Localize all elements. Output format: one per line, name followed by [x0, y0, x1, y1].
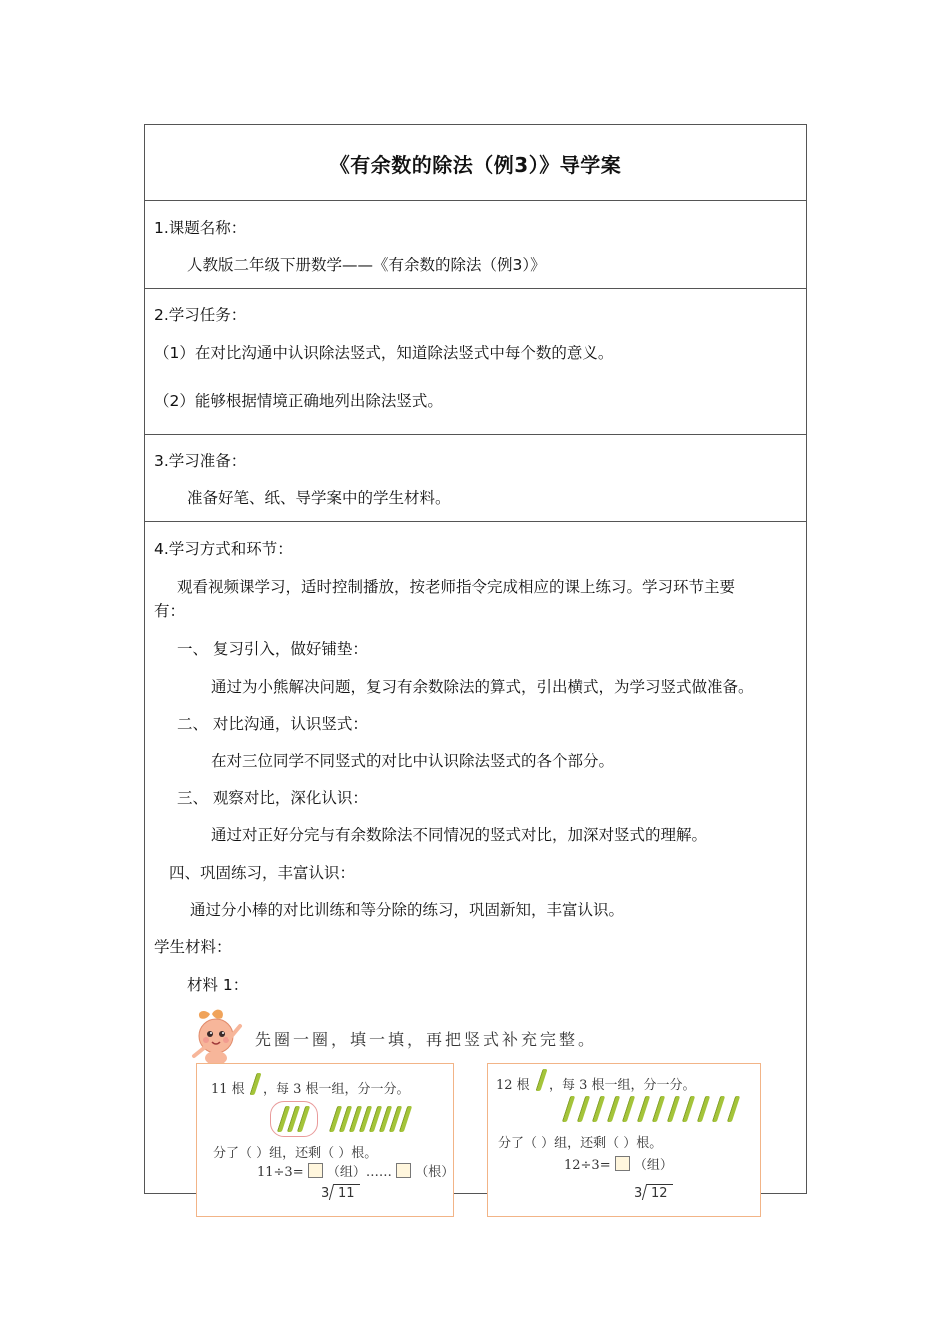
- right-exercise-card: [487, 1063, 761, 1217]
- step-1-desc: 通过为小熊解决问题，复习有余数除法的算式，引出横式，为学习竖式做准备。: [211, 678, 754, 696]
- divider: [145, 434, 806, 435]
- stick: [607, 1096, 620, 1122]
- division-bracket: [329, 1184, 334, 1200]
- dividend: 11: [338, 1186, 355, 1201]
- stick: [727, 1096, 740, 1122]
- step-2-label: 二、 对比沟通，认识竖式：: [177, 715, 368, 733]
- divisor: 3: [634, 1186, 643, 1201]
- section-4-intro: 观看视频课学习，适时控制播放，按老师指令完成相应的课上练习。学习环节主要: [177, 578, 736, 596]
- division-bracket: [642, 1184, 647, 1200]
- section-2-item: （1）在对比沟通中认识除法竖式，知道除法竖式中每个数的意义。: [154, 344, 614, 362]
- material-1-label: 材料 1：: [187, 976, 249, 994]
- stick: [592, 1096, 605, 1122]
- equation-text: （组）……: [326, 1165, 392, 1180]
- answer-box[interactable]: [308, 1163, 323, 1178]
- step-4-label: 四、巩固练习，丰富认识：: [169, 864, 356, 882]
- step-3-label: 三、 观察对比，深化认识：: [177, 789, 368, 807]
- materials-heading: 学生材料：: [154, 938, 232, 956]
- step-1-label: 一、 复习引入，做好铺垫：: [177, 640, 368, 658]
- section-4-heading: 4.学习方式和环节：: [154, 540, 293, 558]
- right-card-answer-line: 分了（ ）组，还剩（ ）根。: [498, 1136, 663, 1151]
- section-4-intro-cont: 有：: [154, 602, 186, 620]
- equation-text: （组）: [633, 1158, 673, 1173]
- stick: [562, 1096, 575, 1122]
- divider: [145, 288, 806, 289]
- section-3-heading: 3.学习准备：: [154, 452, 247, 470]
- stick: [637, 1096, 650, 1122]
- material-instruction: 先圈一圈，填一填，再把竖式补充完整。: [255, 1030, 598, 1049]
- left-card-answer-line: 分了（ ）组，还剩（ ）根。: [213, 1146, 378, 1161]
- section-2-heading: 2.学习任务：: [154, 306, 247, 324]
- peach-mascot-icon: [186, 1008, 248, 1068]
- divider: [145, 200, 806, 201]
- division-bar: [647, 1184, 673, 1185]
- left-long-division: [321, 1186, 355, 1201]
- section-1-heading: 1.课题名称：: [154, 219, 247, 237]
- left-card-equation: [257, 1161, 454, 1180]
- division-bar: [334, 1184, 360, 1185]
- stick: [682, 1096, 695, 1122]
- stick: [622, 1096, 635, 1122]
- equation-text: 12÷3=: [564, 1158, 611, 1173]
- left-card-count: 11 根: [211, 1082, 245, 1097]
- left-exercise-card: [196, 1063, 454, 1217]
- right-card-instruction: ，每 3 根一组，分一分。: [549, 1078, 696, 1093]
- right-card-equation: [564, 1154, 673, 1173]
- section-1-content: 人教版二年级下册数学——《有余数的除法（例3）》: [187, 256, 546, 274]
- step-2-desc: 在对三位同学不同竖式的对比中认识除法竖式的各个部分。: [211, 752, 615, 770]
- section-3-content: 准备好笔、纸、导学案中的学生材料。: [187, 489, 451, 507]
- right-card-count: 12 根: [496, 1078, 530, 1093]
- stick: [712, 1096, 725, 1122]
- stick: [667, 1096, 680, 1122]
- stick-icon: [535, 1069, 547, 1091]
- dividend: 12: [651, 1186, 668, 1201]
- left-card-instruction: ，每 3 根一组，分一分。: [263, 1082, 410, 1097]
- divider: [145, 521, 806, 522]
- stick-icon: [249, 1073, 261, 1095]
- page-title: 《有余数的除法（例3）》导学案: [329, 153, 622, 177]
- answer-box[interactable]: [615, 1156, 630, 1171]
- step-4-desc: 通过分小棒的对比训练和等分除的练习，巩固新知，丰富认识。: [190, 901, 625, 919]
- step-3-desc: 通过对正好分完与有余数除法不同情况的竖式对比，加深对竖式的理解。: [211, 826, 708, 844]
- stick: [697, 1096, 710, 1122]
- right-long-division: [634, 1186, 668, 1201]
- stick: [652, 1096, 665, 1122]
- answer-box[interactable]: [396, 1163, 411, 1178]
- equation-text: （根）: [415, 1165, 455, 1180]
- stick: [577, 1096, 590, 1122]
- divisor: 3: [321, 1186, 330, 1201]
- equation-text: 11÷3=: [257, 1165, 304, 1180]
- section-2-item: （2）能够根据情境正确地列出除法竖式。: [154, 392, 443, 410]
